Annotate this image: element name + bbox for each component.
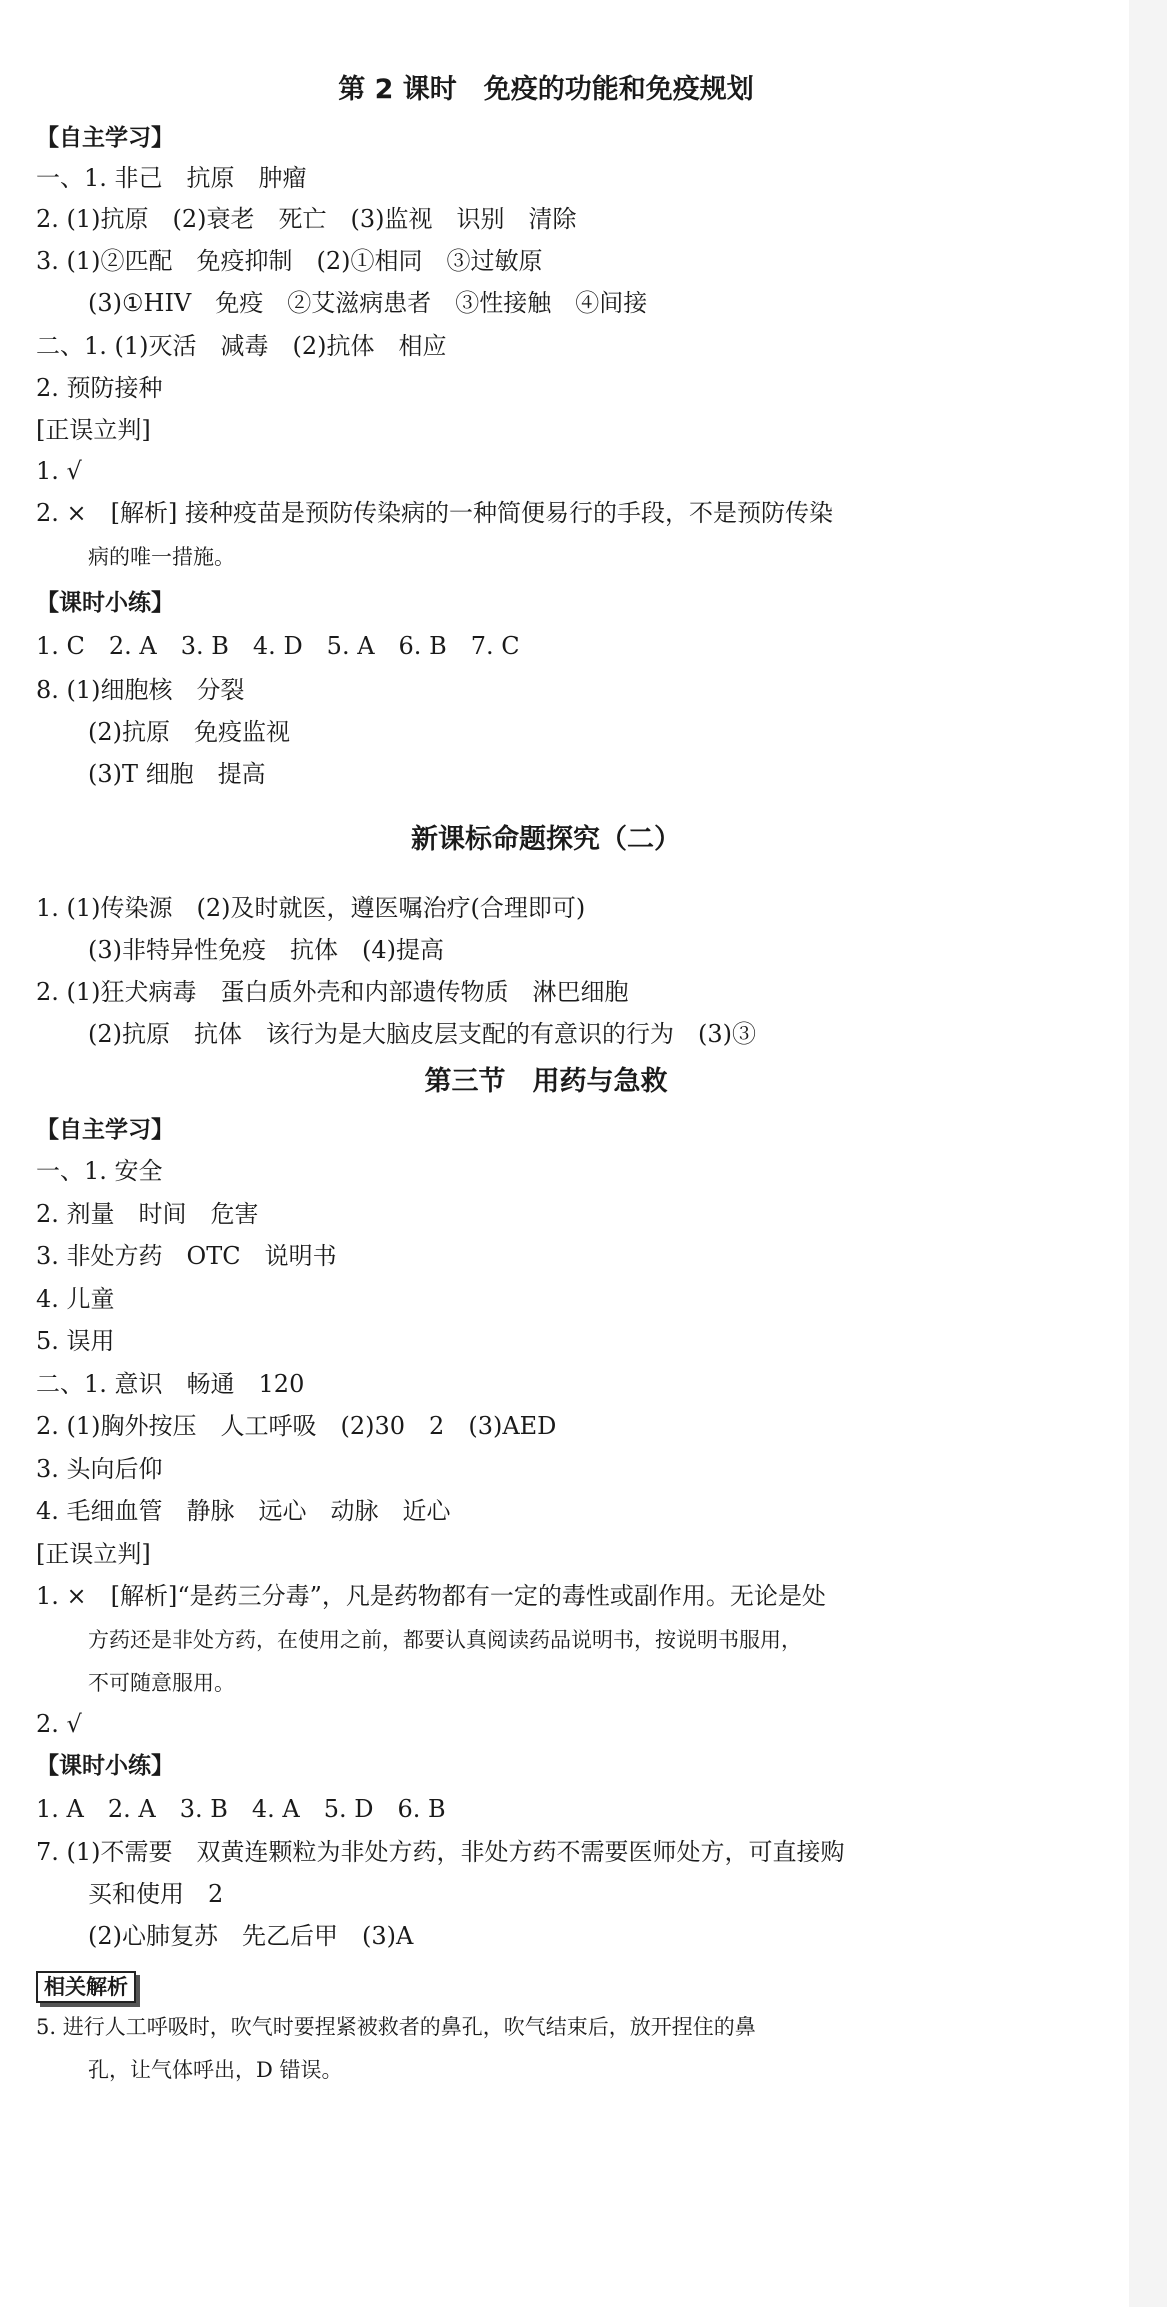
judge-heading: [正误立判] (36, 1540, 151, 1568)
judge-item: 1. × [解析]“是药三分毒”，凡是药物都有一定的毒性或副作用。无论是处 (36, 1582, 826, 1610)
answer-line: 7. (1)不需要 双黄连颗粒为非处方药，非处方药不需要医师处方，可直接购 (36, 1838, 845, 1866)
answer-line: 二、1. (1)灭活 减毒 (2)抗体 相应 (36, 332, 447, 360)
self-study-heading: 【自主学习】 (36, 1117, 174, 1143)
judge-item: 2. √ (36, 1710, 82, 1738)
answer-line: 2. (1)抗原 (2)衰老 死亡 (3)监视 识别 清除 (36, 205, 577, 233)
answer-line: 2. (1)狂犬病毒 蛋白质外壳和内部遗传物质 淋巴细胞 (36, 978, 629, 1006)
judge-explanation: 病的唯一措施。 (88, 545, 235, 569)
answer-line: (3)①HIV 免疫 ②艾滋病患者 ③性接触 ④间接 (88, 289, 648, 317)
self-study-heading: 【自主学习】 (36, 125, 174, 151)
answer-line: 5. 误用 (36, 1327, 115, 1355)
answer-line: (2)抗原 抗体 该行为是大脑皮层支配的有意识的行为 (3)③ (88, 1020, 756, 1048)
answer-line: (2)抗原 免疫监视 (88, 718, 290, 746)
answer-line: 一、1. 安全 (36, 1157, 163, 1185)
answer-line: 3. 非处方药 OTC 说明书 (36, 1242, 337, 1270)
related-analysis-tag-row (36, 1970, 136, 2003)
answer-line: 2. 剂量 时间 危害 (36, 1200, 259, 1228)
answer-line: (3)T 细胞 提高 (88, 760, 266, 788)
practice-heading: 【课时小练】 (36, 1753, 174, 1779)
judge-item: 1. √ (36, 457, 82, 485)
judge-explanation: 方药还是非处方药，在使用之前，都要认真阅读药品说明书，按说明书服用， (88, 1628, 802, 1652)
answer-line: 1. C 2. A 3. B 4. D 5. A 6. B 7. C (36, 632, 520, 660)
answer-line: (2)心肺复苏 先乙后甲 (3)A (88, 1922, 414, 1950)
lesson-title: 第 2 课时 免疫的功能和免疫规划 (338, 74, 754, 105)
answer-line: 4. 儿童 (36, 1285, 115, 1313)
section-title: 第三节 用药与急救 (424, 1066, 668, 1097)
answer-line: 一、1. 非己 抗原 肿瘤 (36, 164, 307, 192)
answer-line: 2. (1)胸外按压 人工呼吸 (2)30 2 (3)AED (36, 1412, 557, 1440)
answer-line: 3. 头向后仰 (36, 1455, 163, 1483)
analysis-line: 5. 进行人工呼吸时，吹气时要捏紧被救者的鼻孔，吹气结束后，放开捏住的鼻 (36, 2015, 756, 2039)
related-analysis-tag: 相关解析 (36, 1971, 136, 2003)
answer-line: 3. (1)②匹配 免疫抑制 (2)①相同 ③过敏原 (36, 247, 543, 275)
answer-line: 8. (1)细胞核 分裂 (36, 676, 245, 704)
judge-item: 2. × [解析] 接种疫苗是预防传染病的一种简便易行的手段，不是预防传染 (36, 499, 833, 527)
answer-line: (3)非特异性免疫 抗体 (4)提高 (88, 936, 444, 964)
judge-heading: [正误立判] (36, 416, 151, 444)
analysis-line: 孔，让气体呼出，D 错误。 (88, 2058, 343, 2082)
answer-line: 二、1. 意识 畅通 120 (36, 1370, 305, 1398)
practice-heading: 【课时小练】 (36, 590, 174, 616)
answer-line: 1. (1)传染源 (2)及时就医，遵医嘱治疗(合理即可) (36, 894, 586, 922)
page-edge (1129, 0, 1167, 2307)
answer-line: 2. 预防接种 (36, 374, 163, 402)
answer-line: 买和使用 2 (88, 1880, 224, 1908)
answer-line: 1. A 2. A 3. B 4. A 5. D 6. B (36, 1795, 446, 1823)
judge-explanation: 不可随意服用。 (88, 1671, 235, 1695)
explore-title: 新课标命题探究（二） (411, 824, 681, 855)
answer-line: 4. 毛细血管 静脉 远心 动脉 近心 (36, 1497, 451, 1525)
